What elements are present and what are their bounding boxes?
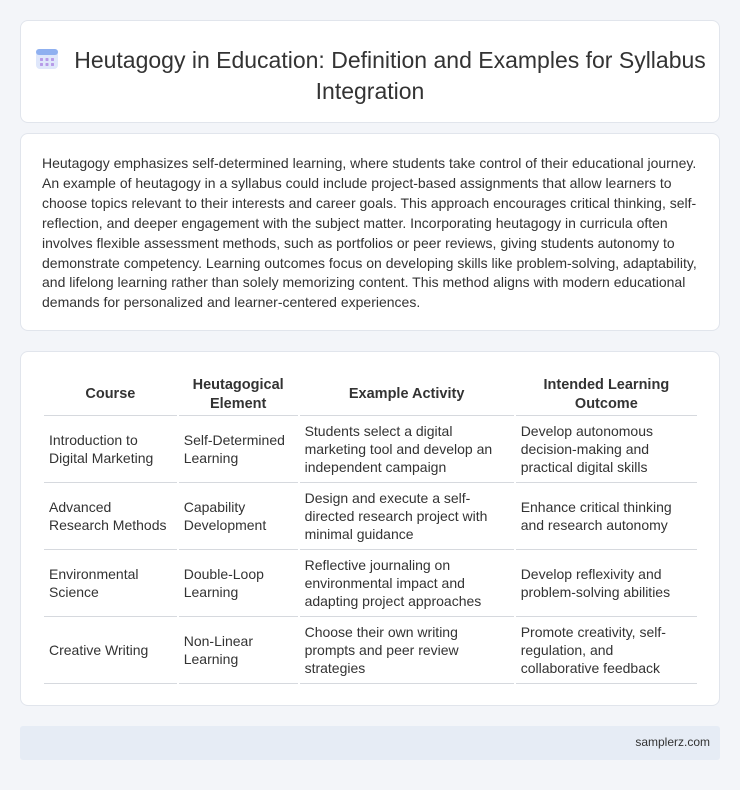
header-element: Heutagogical Element — [179, 374, 298, 416]
header-course: Course — [44, 374, 177, 416]
cell-course: Advanced Research Methods — [44, 483, 177, 550]
table-row — [44, 483, 697, 550]
cell-activity: Design and execute a self-directed research project with minimal guidance — [300, 483, 514, 550]
cell-course: Creative Writing — [44, 617, 177, 684]
intro-paragraph: Heutagogy emphasizes self-determined learning, where students take control of their educational journey. An example of heutagogy in a syllabus could include project-based assignments that allow learners to choose topics relevant to their interests and career goals. This approach encourages critical thinking, self-reflection, and deeper engagement with the subject matter. Incorporating heutagogy in curricula often involves flexible assessment methods, such as portfolios or peer reviews, giving students autonomy to demonstrate competency. Learning outcomes focus on developing skills like problem-solving, adaptability, and lifelong learning rather than solely memorizing content. This method aligns with modern educational demands for personalized and learner-centered experiences. — [42, 155, 697, 311]
cell-course: Introduction to Digital Marketing — [44, 416, 177, 483]
cell-element: Double-Loop Learning — [179, 550, 298, 617]
calendar-grid-icon — [34, 47, 60, 71]
table-row — [44, 416, 697, 483]
header-card — [20, 20, 720, 123]
header-activity: Example Activity — [300, 374, 514, 416]
cell-outcome: Enhance critical thinking and research autonomy — [516, 483, 697, 550]
cell-outcome: Develop autonomous decision-making and practical digital skills — [516, 416, 697, 483]
cell-activity: Students select a digital marketing tool and develop an independent campaign — [300, 416, 514, 483]
table-row — [44, 550, 697, 617]
cell-element: Non-Linear Learning — [179, 617, 298, 684]
table-header-row — [44, 374, 697, 416]
cell-activity: Choose their own writing prompts and peer review strategies — [300, 617, 514, 684]
cell-course: Environmental Science — [44, 550, 177, 617]
cell-outcome: Develop reflexivity and problem-solving abilities — [516, 550, 697, 617]
cell-element: Self-Determined Learning — [179, 416, 298, 483]
table-card — [20, 351, 720, 706]
cell-activity: Reflective journaling on environmental impact and adapting project approaches — [300, 550, 514, 617]
cell-outcome: Promote creativity, self-regulation, and collaborative feedback — [516, 617, 697, 684]
page-title: Heutagogy in Education: Definition and Examples for Syllabus Integration — [74, 47, 706, 104]
footer — [20, 726, 720, 760]
table-row — [44, 617, 697, 684]
header-outcome: Intended Learning Outcome — [516, 374, 697, 416]
intro-card — [20, 133, 720, 331]
examples-table — [42, 374, 699, 684]
cell-element: Capability Development — [179, 483, 298, 550]
title-wrap — [21, 45, 719, 107]
footer-site-link[interactable]: samplerz.com — [635, 735, 710, 749]
